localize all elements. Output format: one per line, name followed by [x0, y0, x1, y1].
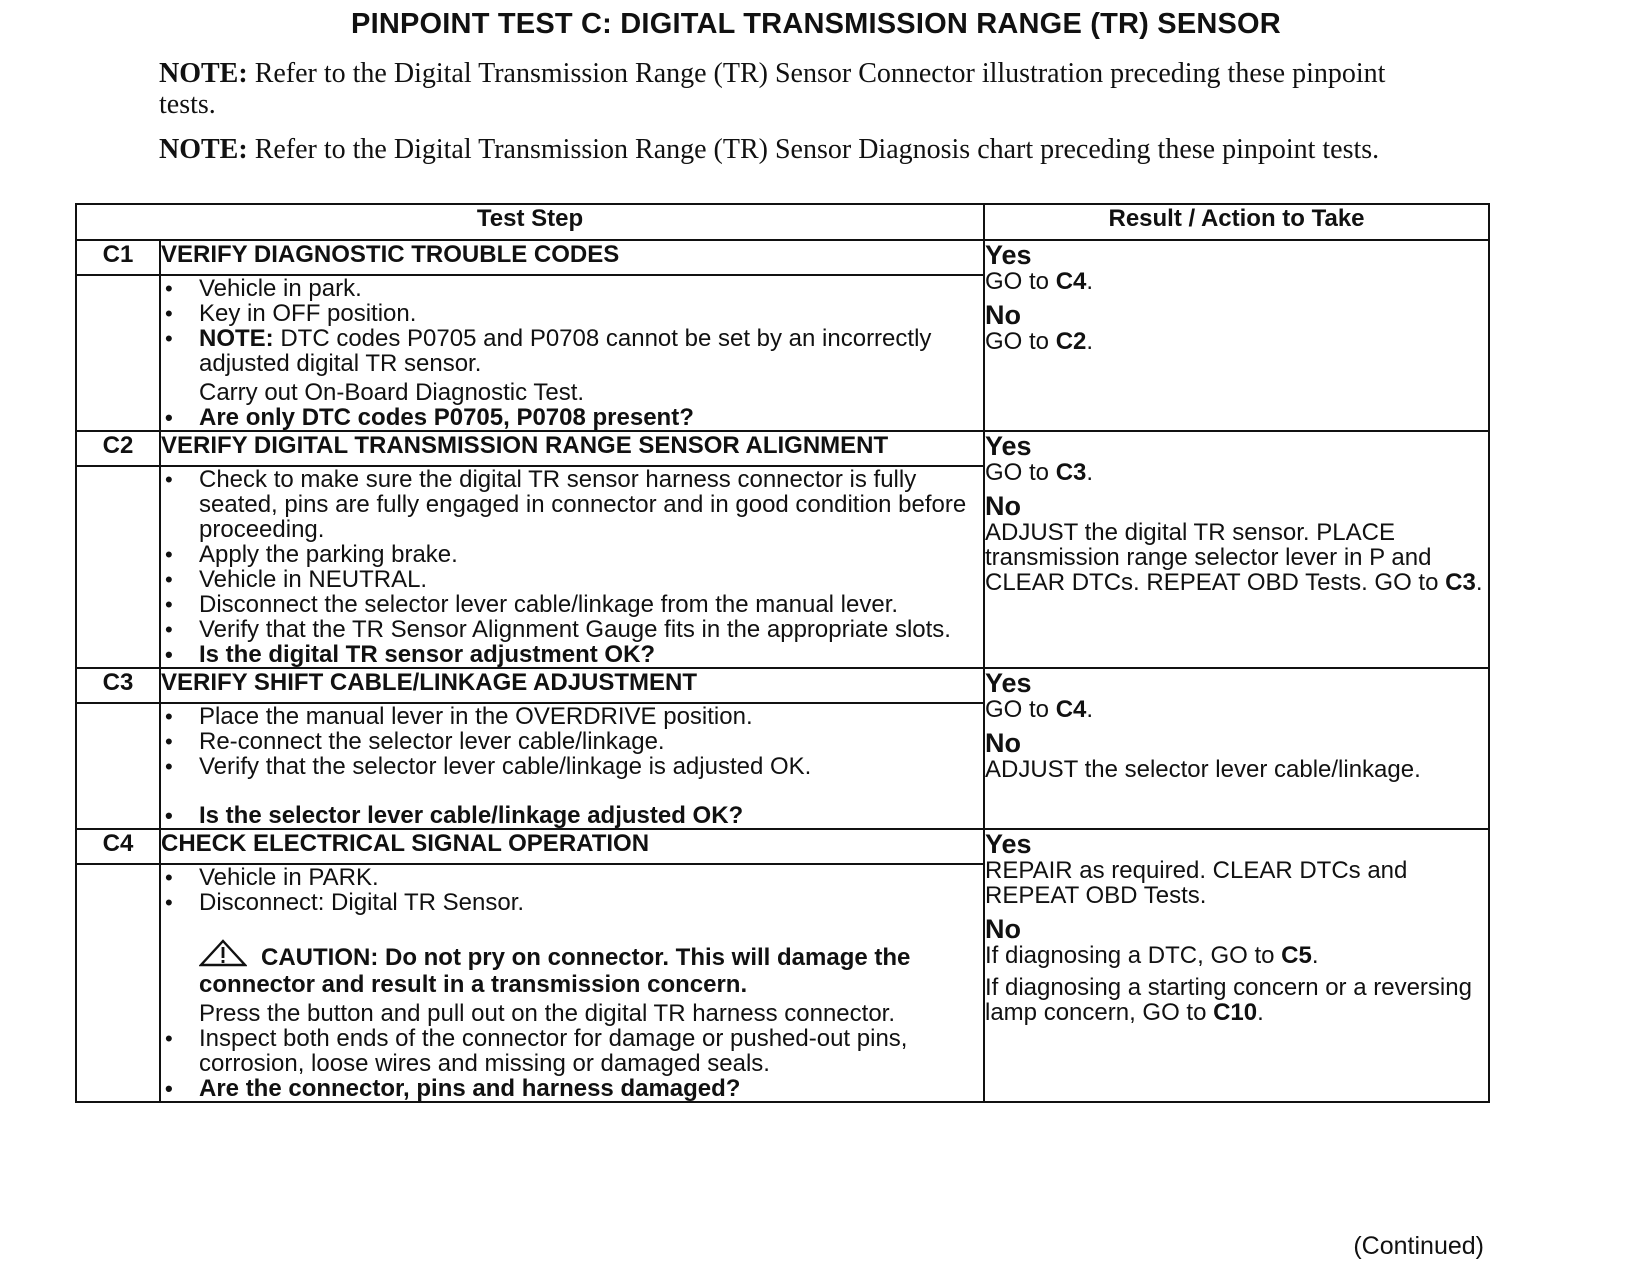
list-item: • Vehicle in park. [161, 276, 983, 301]
step-title: VERIFY SHIFT CABLE/LINKAGE ADJUSTMENT [160, 668, 984, 703]
step-id: C2 [76, 431, 160, 466]
step-question: • Is the selector lever cable/linkage adjusted OK? [161, 803, 983, 828]
note-text: Refer to the Digital Transmission Range (TR) Sensor Connector illustration preceding these pinpoint tests. [159, 58, 1386, 120]
list-item: • Check to make sure the digital TR sensor harness connector is fully seated, pins are fully engaged in connector and in good condition before proceeding. [161, 467, 983, 542]
step-id: C4 [76, 829, 160, 864]
step-question: • Are the connector, pins and harness damaged? [161, 1076, 983, 1101]
note-text: Refer to the Digital Transmission Range (TR) Sensor Diagnosis chart preceding these pinpoint tests. [247, 134, 1380, 165]
list-item: • Key in OFF position. [161, 301, 983, 326]
no-action-starting-concern: If diagnosing a starting concern or a reversing lamp concern, GO to C10. [985, 974, 1472, 1026]
note-label: NOTE: [159, 58, 248, 89]
yes-action: GO to C4. [985, 268, 1094, 295]
step-question: • Are only DTC codes P0705, P0708 present? [161, 405, 983, 430]
caution-text: CAUTION: Do not pry on connector. This will damage the connector and result in a transmission concern. [199, 944, 911, 998]
yes-label: Yes [985, 240, 1032, 270]
list-item: • Vehicle in PARK. [161, 865, 983, 890]
no-label: No [985, 728, 1021, 758]
list-item: • Place the manual lever in the OVERDRIVE position. [161, 704, 983, 729]
list-item: • Verify that the TR Sensor Alignment Gauge fits in the appropriate slots. [161, 617, 983, 642]
step-c2-body [160, 466, 984, 668]
yes-action: REPAIR as required. CLEAR DTCs and REPEAT OBD Tests. [985, 857, 1408, 909]
step-c3-result [984, 668, 1489, 829]
step-question: • Is the digital TR sensor adjustment OK? [161, 642, 983, 667]
list-item: • Verify that the selector lever cable/linkage is adjusted OK. [161, 754, 983, 779]
step-c4-result [984, 829, 1489, 1102]
no-action: ADJUST the digital TR sensor. PLACE transmission range selector lever in P and CLEAR DTCs. REPEAT OBD Tests. GO to C3. [985, 519, 1483, 596]
list-item: Carry out On-Board Diagnostic Test. [199, 379, 585, 406]
yes-label: Yes [985, 668, 1032, 698]
caution-item [161, 939, 983, 997]
note-connector-illustration [159, 58, 1399, 120]
step-title: VERIFY DIAGNOSTIC TROUBLE CODES [160, 240, 984, 275]
no-label: No [985, 300, 1021, 330]
list-item: • NOTE: DTC codes P0705 and P0708 cannot be set by an incorrectly adjusted digital TR sensor. [161, 326, 983, 376]
step-c4-body [160, 864, 984, 1102]
list-item: • Disconnect: Digital TR Sensor. [161, 890, 983, 915]
step-title: VERIFY DIGITAL TRANSMISSION RANGE SENSOR ALIGNMENT [160, 431, 984, 466]
no-action: ADJUST the selector lever cable/linkage. [985, 756, 1421, 783]
yes-action: GO to C4. [985, 696, 1094, 723]
list-item: Press the button and pull out on the digital TR harness connector. [199, 1000, 895, 1027]
step-c3-title-row [76, 668, 1489, 703]
no-label: No [985, 914, 1021, 944]
list-item: • Apply the parking brake. [161, 542, 983, 567]
header-test-step: Test Step [76, 204, 984, 240]
yes-label: Yes [985, 829, 1032, 859]
step-c1-body [160, 275, 984, 431]
no-action: GO to C2. [985, 328, 1094, 355]
list-item: • Vehicle in NEUTRAL. [161, 567, 983, 592]
step-c3-body [160, 703, 984, 829]
yes-label: Yes [985, 431, 1032, 461]
step-id: C1 [76, 240, 160, 275]
step-c2-result [984, 431, 1489, 668]
step-title: CHECK ELECTRICAL SIGNAL OPERATION [160, 829, 984, 864]
step-id: C3 [76, 668, 160, 703]
note-diagnosis-chart [159, 134, 1399, 165]
step-c4-title-row [76, 829, 1489, 864]
warning-triangle-icon [199, 939, 247, 972]
no-action-dtc: If diagnosing a DTC, GO to C5. [985, 942, 1319, 969]
note-label: NOTE: [159, 134, 248, 165]
continued-label: (Continued) [1353, 1232, 1484, 1260]
no-label: No [985, 491, 1021, 521]
step-c1-result [984, 240, 1489, 431]
header-result-action: Result / Action to Take [984, 204, 1489, 240]
page-title: PINPOINT TEST C: DIGITAL TRANSMISSION RANGE (TR) SENSOR [351, 8, 1281, 40]
yes-action: GO to C3. [985, 459, 1094, 486]
list-item: • Disconnect the selector lever cable/linkage from the manual lever. [161, 592, 983, 617]
step-c1-title-row [76, 240, 1489, 275]
list-item: • Inspect both ends of the connector for damage or pushed-out pins, corrosion, loose wires and missing or damaged seals. [161, 1026, 983, 1076]
list-item: • Re-connect the selector lever cable/linkage. [161, 729, 983, 754]
pinpoint-test-table [75, 203, 1490, 1103]
table-header-row [76, 204, 1489, 240]
step-c2-title-row [76, 431, 1489, 466]
